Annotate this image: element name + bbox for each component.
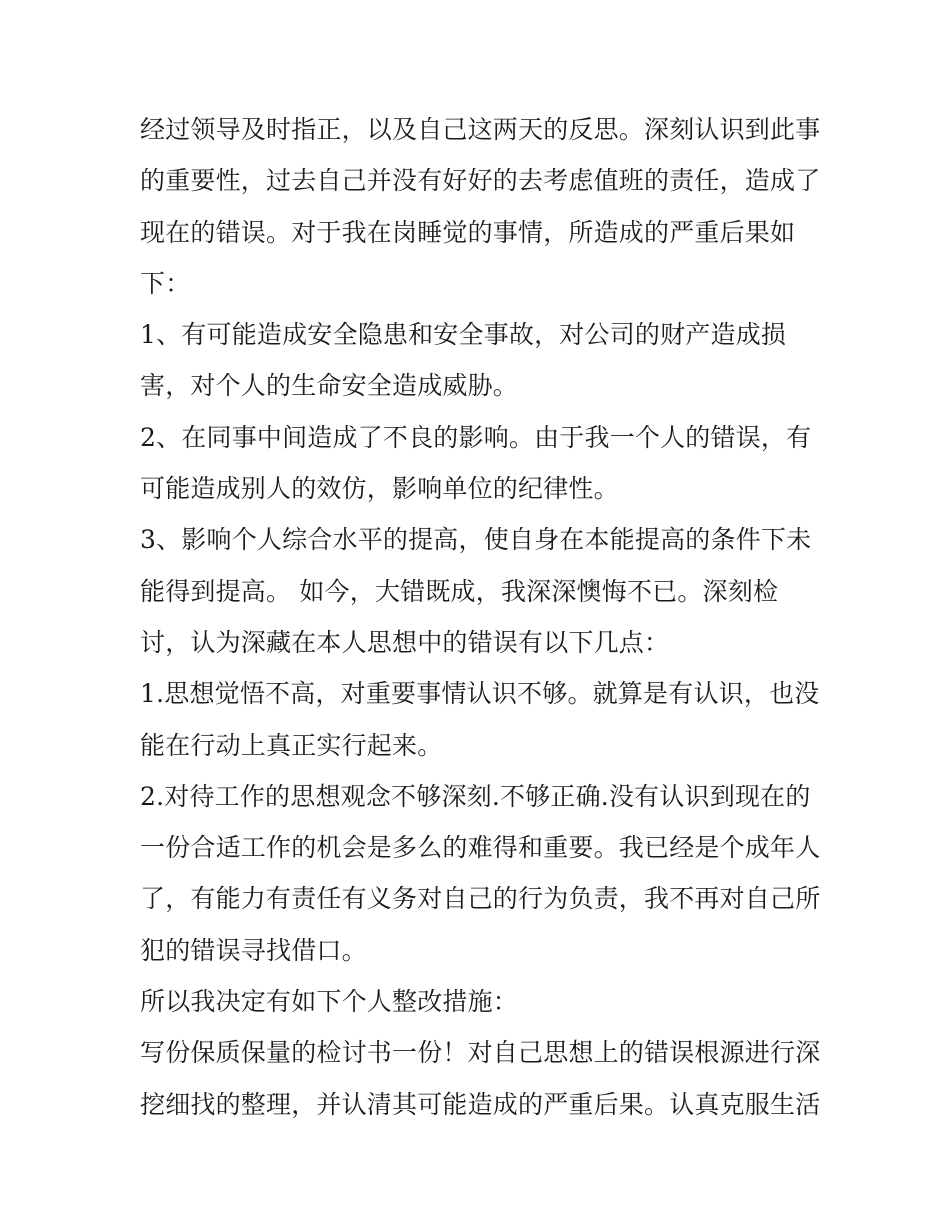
text-line: 写份保质保量的检讨书一份！对自己思想上的错误根源进行深 bbox=[140, 1038, 821, 1068]
text-line: 一份合适工作的机会是多么的难得和重要。我已经是个成年人 bbox=[140, 833, 821, 863]
text-line: 所以我决定有如下个人整改措施： bbox=[140, 987, 519, 1017]
text-line: 讨，认为深藏在本人思想中的错误有以下几点： bbox=[140, 627, 670, 657]
text-line: 下： bbox=[140, 268, 191, 298]
text-line: 可能造成别人的效仿，影响单位的纪律性。 bbox=[140, 474, 619, 504]
text-line: 挖细找的整理，并认清其可能造成的严重后果。认真克服生活 bbox=[140, 1089, 821, 1119]
text-line: 能得到提高。 如今，大错既成，我深深懊悔不已。深刻检 bbox=[140, 576, 779, 606]
text-line: 经过领导及时指正，以及自己这两天的反思。深刻认识到此事 bbox=[140, 115, 821, 144]
text-line: 现在的错误。对于我在岗睡觉的事情，所造成的严重后果如 bbox=[140, 217, 796, 247]
text-line: 犯的错误寻找借口。 bbox=[140, 935, 367, 965]
text-line: 害，对个人的生命安全造成威胁。 bbox=[140, 371, 519, 401]
text-line: 的重要性，过去自己并没有好好的去考虑值班的责任，造成了 bbox=[140, 166, 821, 196]
text-line: 能在行动上真正实行起来。 bbox=[140, 730, 443, 760]
text-line: 3、影响个人综合水平的提高，使自身在本能提高的条件下未 bbox=[140, 525, 812, 555]
text-line: 2、在同事中间造成了不良的影响。由于我一个人的错误，有 bbox=[140, 422, 812, 452]
text-line: 2.对待工作的思想观念不够深刻.不够正确.没有认识到现在的 bbox=[140, 781, 811, 811]
text-line: 了，有能力有责任有义务对自己的行为负责，我不再对自己所 bbox=[140, 884, 821, 914]
text-line: 1、有可能造成安全隐患和安全事故，对公司的财产造成损 bbox=[140, 320, 787, 350]
document-body bbox=[140, 104, 820, 1130]
text-line: 1.思想觉悟不高，对重要事情认识不够。就算是有认识，也没 bbox=[140, 679, 820, 709]
